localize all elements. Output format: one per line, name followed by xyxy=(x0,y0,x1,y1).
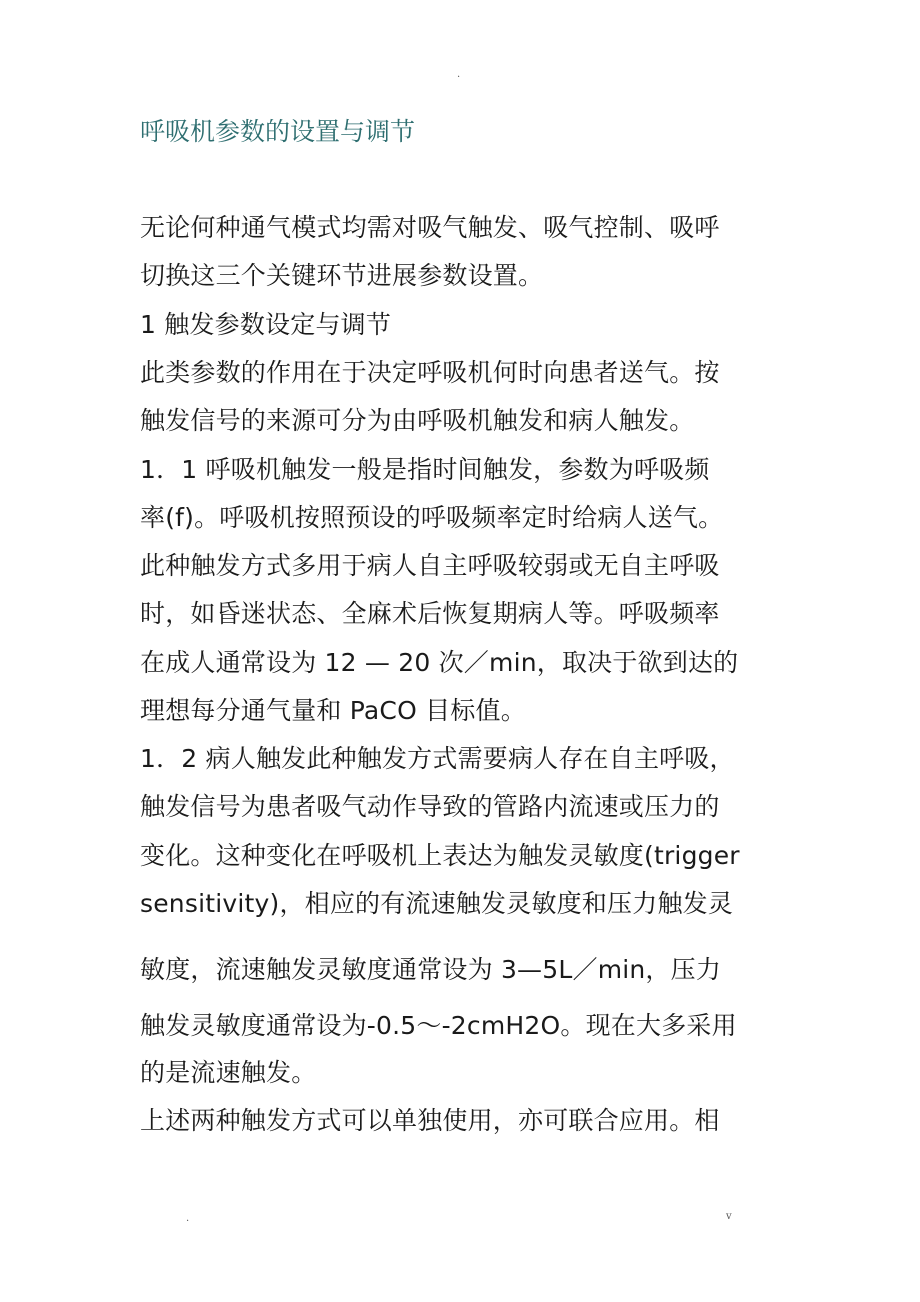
paragraph-line: sensitivity)，相应的有流速触发灵敏度和压力触发灵 xyxy=(140,889,734,918)
paragraph-line: 1．1 呼吸机触发一般是指时间触发，参数为呼吸频 xyxy=(140,455,710,484)
paragraph-line: 1．2 病人触发此种触发方式需要病人存在自主呼吸， xyxy=(140,744,735,773)
paragraph-line: 触发信号为患者吸气动作导致的管路内流速或压力的 xyxy=(140,792,720,821)
paragraph-line: 此种触发方式多用于病人自主呼吸较弱或无自主呼吸 xyxy=(140,551,720,580)
paragraph-line: 时，如昏迷状态、全麻术后恢复期病人等。呼吸频率 xyxy=(140,599,720,628)
paragraph-line: 上述两种触发方式可以单独使用，亦可联合应用。相 xyxy=(140,1106,720,1135)
paragraph-line: 的是流速触发。 xyxy=(140,1058,317,1087)
paragraph-line: 此类参数的作用在于决定呼吸机何时向患者送气。按 xyxy=(140,358,720,387)
document-title: 呼吸机参数的设置与调节 xyxy=(140,117,416,146)
paragraph-line: 理想每分通气量和 PaCO 目标值。 xyxy=(140,696,526,725)
paragraph-line: 切换这三个关键环节进展参数设置。 xyxy=(140,261,544,290)
paragraph-line: 无论何种通气模式均需对吸气触发、吸气控制、吸呼 xyxy=(140,213,720,242)
paragraph-line: 触发灵敏度通常设为-0.5～-2cmH2O。现在大多采用 xyxy=(140,1011,737,1040)
paragraph-line: 变化。这种变化在呼吸机上表达为触发灵敏度(trigger xyxy=(140,841,740,870)
footer-v-mark: v xyxy=(726,1211,732,1222)
paragraph-line: 在成人通常设为 12 — 20 次／min，取决于欲到达的 xyxy=(140,648,739,677)
header-dot-mark: . xyxy=(457,69,461,80)
section-heading: 1 触发参数设定与调节 xyxy=(140,310,392,339)
paragraph-line: 触发信号的来源可分为由呼吸机触发和病人触发。 xyxy=(140,406,695,435)
paragraph-line: 敏度，流速触发灵敏度通常设为 3—5L／min，压力 xyxy=(140,955,722,984)
paragraph-line: 率(f)。呼吸机按照预设的呼吸频率定时给病人送气。 xyxy=(140,503,724,532)
footer-dot-mark: . xyxy=(186,1213,190,1224)
